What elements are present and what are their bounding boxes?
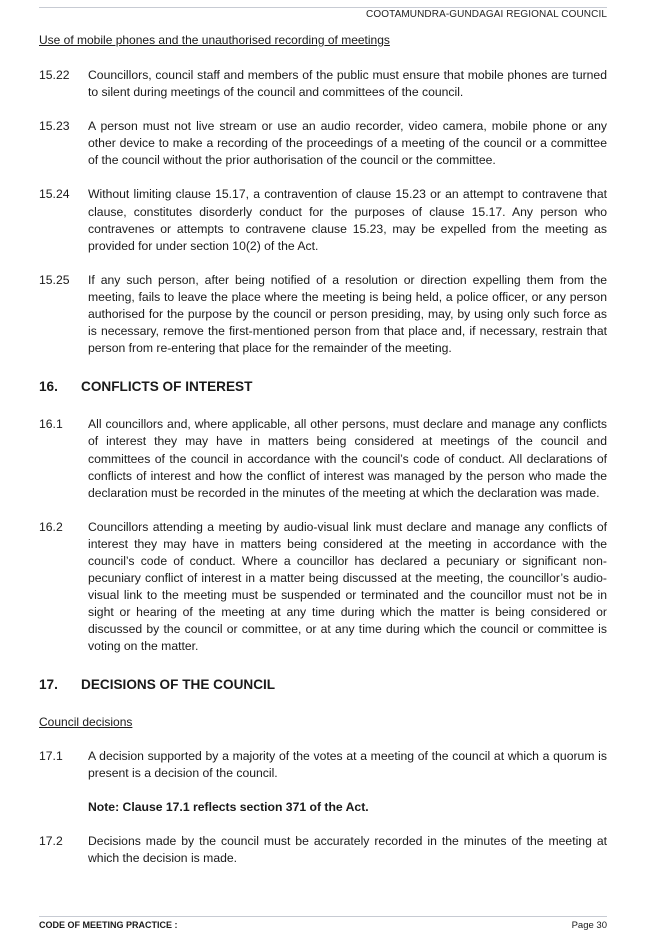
clause-number: 15.22 (39, 68, 70, 82)
clause-17-1 (39, 748, 607, 782)
section-title: DECISIONS OF THE COUNCIL (81, 676, 276, 692)
page-content (39, 32, 607, 867)
header-council-name: COOTAMUNDRA-GUNDAGAI REGIONAL COUNCIL (366, 9, 607, 20)
footer-rule (39, 916, 607, 917)
clause-16-1 (39, 416, 607, 501)
clause-number: 15.23 (39, 119, 70, 134)
note-clause-17-1: Note: Clause 17.1 reflects section 371 of the Act. (88, 799, 369, 814)
clause-text: Councillors, council staff and members of the public must ensure that mobile phones are turned to silent during meetings of the council and committees of the council. (88, 68, 607, 100)
clause-16-2 (39, 519, 607, 656)
section-16-heading (39, 378, 607, 396)
clause-number: 17.1 (39, 748, 63, 763)
clause-number: 16.2 (39, 519, 63, 534)
clause-number: 15.24 (39, 187, 70, 202)
subheading-council-decisions: Council decisions (39, 714, 133, 729)
clause-text: Councillors attending a meeting by audio-visual link must declare and manage any conflicts of interest they may have in matters being considered at the meeting in accordance with the council’s code of conduct. Where a councillor has declared a pecuniary or significant non-pecuniary conflict of interest in a matter being discussed at the meeting, the councillor’s audio-visual link to the meeting must be suspended or terminated and the councillor must not be in sight or hearing of the meeting at any time during which the matter is being considered or discussed by the council or committee, or at any time during which the council or committee is voting on the matter. (88, 519, 607, 654)
clause-text: Without limiting clause 15.17, a contravention of clause 15.23 or an attempt to contravene that clause, constitutes disorderly conduct for the purposes of clause 15.17. Any person who contravenes or attempts to contravene clause 15.23, may be expelled from the meeting as provided for under section 10(2) of the Act. (88, 187, 607, 253)
header-rule (39, 7, 607, 8)
clause-number: 15.25 (39, 272, 70, 287)
clause-text: A person must not live stream or use an audio recorder, video camera, mobile phone or any other device to make a recording of the proceedings of a meeting of the council or a committee of the council without the prior authorisation of the council or the committee. (88, 119, 607, 168)
clause-text: All councillors and, where applicable, all other persons, must declare and manage any conflicts of interest they may have in matters being considered at meetings of the council and committees of the council in accordance with the council’s code of conduct. All declarations of conflicts of interest and how the conflict of interest was managed by the person who made the declaration must be recorded in the minutes of the meeting at which the declaration was made. (88, 417, 607, 500)
clause-15-23 (39, 118, 607, 169)
clause-15-25 (39, 272, 607, 357)
section-number: 17. (39, 676, 58, 692)
section-number: 16. (39, 379, 58, 395)
footer-page-number: Page 30 (571, 920, 607, 931)
clause-number: 16.1 (39, 417, 63, 432)
section-17-heading (39, 676, 607, 694)
clause-text: Decisions made by the council must be accurately recorded in the minutes of the meeting at which the decision is made. (88, 833, 607, 865)
section-title: CONFLICTS OF INTEREST (81, 379, 253, 395)
clause-text: A decision supported by a majority of the votes at a meeting of the council at which a quorum is present is a decision of the council. (88, 748, 607, 780)
clause-17-2 (39, 833, 607, 867)
clause-15-22 (39, 67, 607, 101)
footer-document-title: CODE OF MEETING PRACTICE : (39, 920, 178, 930)
clause-number: 17.2 (39, 833, 63, 848)
clause-15-24 (39, 186, 607, 254)
clause-text: If any such person, after being notified of a resolution or direction expelling them from the meeting, fails to leave the place where the meeting is being held, a police officer, or any person authorised for the purpose by the council or person presiding, may, by using only such force as is necessary, remove the first-mentioned person from that place and, if necessary, restrain that person from re-entering that place for the remainder of the meeting. (88, 272, 607, 356)
subheading-mobile-phones: Use of mobile phones and the unauthorised recording of meetings (39, 33, 390, 47)
